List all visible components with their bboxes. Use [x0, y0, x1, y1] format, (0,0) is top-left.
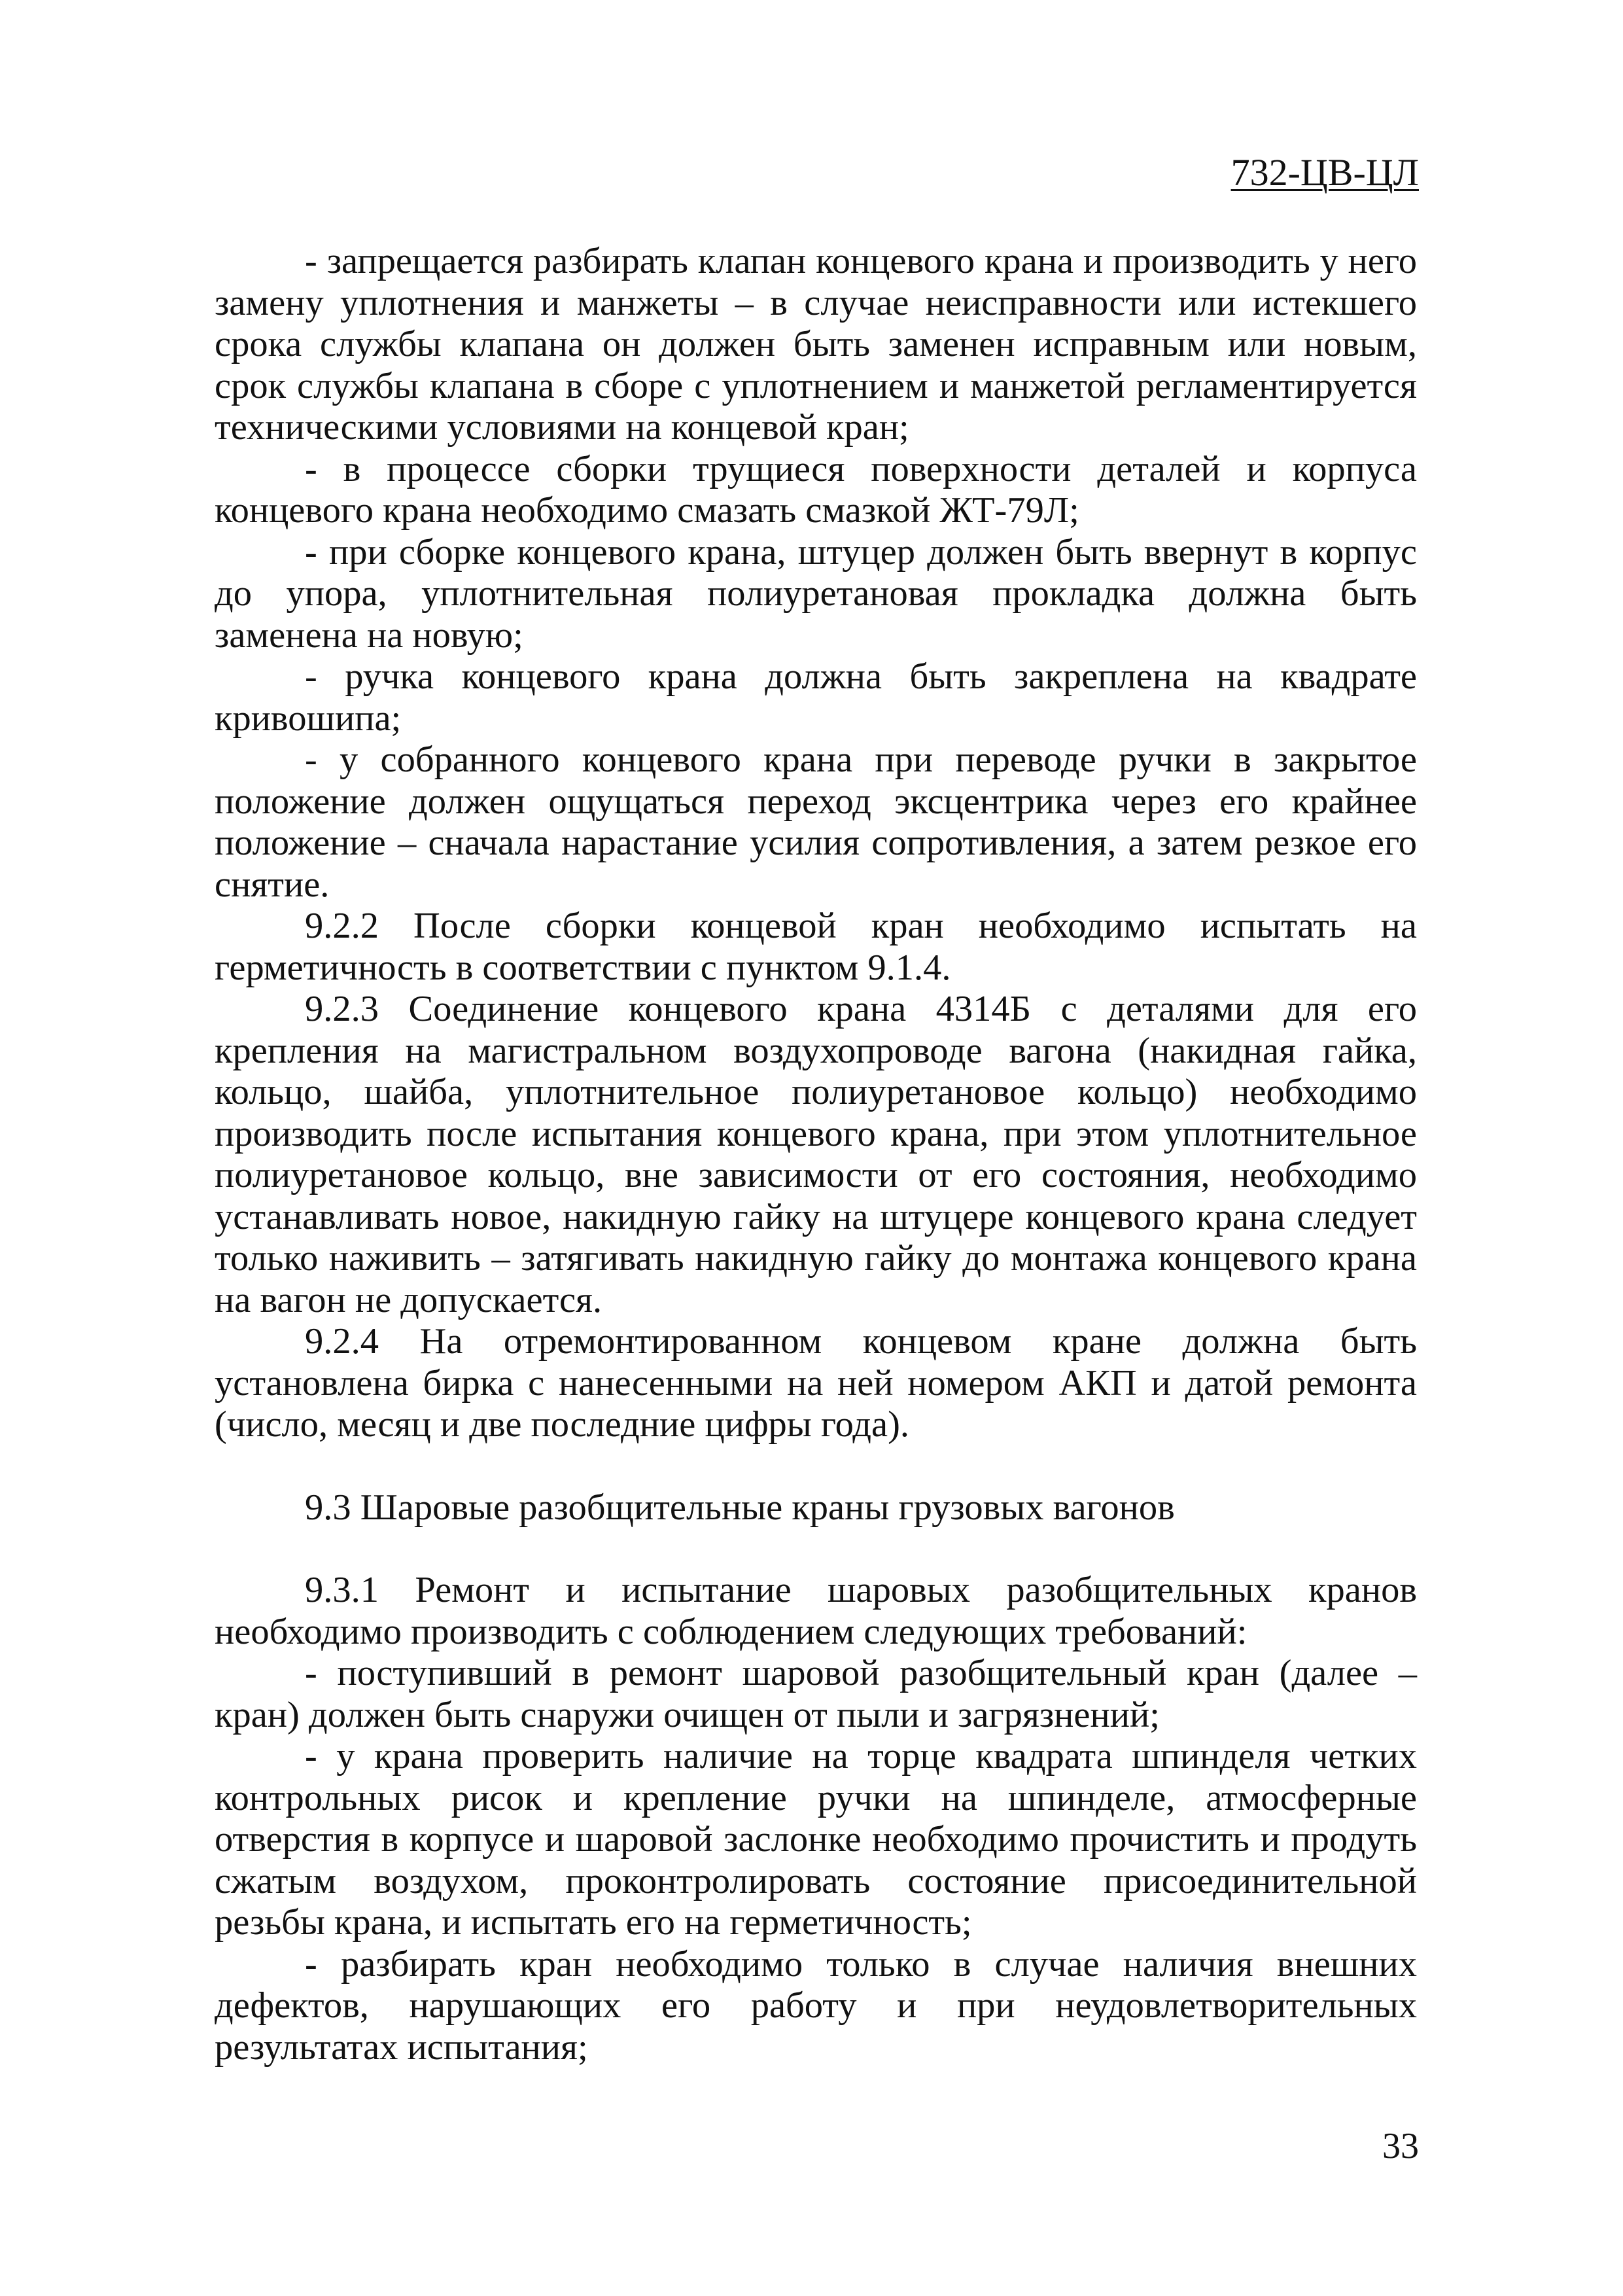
page-body: [215, 241, 1417, 2068]
paragraph-clause-9-2-2: 9.2.2 После сборки концевой кран необходимо испытать на герметичность в соответствии с пунктом 9.1.4.: [215, 906, 1417, 988]
paragraph-list-item: - разбирать кран необходимо только в случае наличия внешних дефектов, нарушающих его работу и при неудовлетворительных результатах испытания;: [215, 1943, 1417, 2068]
paragraph-clause-9-3-1: 9.3.1 Ремонт и испытание шаровых разобщительных кранов необходимо производить с соблюдением следующих требований:: [215, 1570, 1417, 1652]
paragraph-list-item: - у собранного концевого крана при переводе ручки в закрытое положение должен ощущаться переход эксцентрика через его крайнее положение – сначала нарастание усилия сопротивления, а затем резкое его снятие.: [215, 739, 1417, 905]
paragraph-clause-9-2-3: 9.2.3 Соединение концевого крана 4314Б с деталями для его крепления на магистральном воздухопроводе вагона (накидная гайка, кольцо, шайба, уплотнительное полиуретановое кольцо) необходимо производить после испытания концевого крана, при этом уплотнительное полиуретановое кольцо, вне зависимости от его состояния, необходимо устанавливать новое, накидную гайку на штуцере концевого крана следует только наживить – затягивать накидную гайку до монтажа концевого крана на вагон не допускается.: [215, 989, 1417, 1320]
page-number: 33: [1382, 2126, 1419, 2166]
paragraph-list-item: - поступивший в ремонт шаровой разобщительный кран (далее – кран) должен быть снаружи очищен от пыли и загрязнений;: [215, 1653, 1417, 1735]
paragraph-list-item: - в процессе сборки трущиеся поверхности деталей и корпуса концевого крана необходимо смазать смазкой ЖТ-79Л;: [215, 448, 1417, 531]
section-heading-9-3: 9.3 Шаровые разобщительные краны грузовых вагонов: [305, 1487, 1175, 1528]
paragraph-clause-9-2-4: 9.2.4 На отремонтированном концевом кране должна быть установлена бирка с нанесенными на ней номером АКП и датой ремонта (число, месяц и две последние цифры года).: [215, 1321, 1417, 1445]
paragraph-list-item: - при сборке концевого крана, штуцер должен быть ввернут в корпус до упора, уплотнительная полиуретановая прокладка должна быть заменена на новую;: [215, 531, 1417, 656]
paragraph-list-item: - ручка концевого крана должна быть закреплена на квадрате кривошипа;: [215, 656, 1417, 739]
paragraph-list-item: - запрещается разбирать клапан концевого крана и производить у него замену уплотнения и манжеты – в случае неисправности или истекшего срока службы клапана он должен быть заменен исправным или новым, срок службы клапана в сборе с уплотнением и манжетой регламентируется техническими условиями на концевой кран;: [215, 241, 1417, 448]
paragraph-list-item: - у крана проверить наличие на торце квадрата шпинделя четких контрольных рисок и крепление ручки на шпинделе, атмосферные отверстия в корпусе и шаровой заслонке необходимо прочистить и продуть сжатым воздухом, проконтролировать состояние присоединительной резьбы крана, и испытать его на герметичность;: [215, 1736, 1417, 1943]
document-code: 732-ЦВ-ЦЛ: [1230, 151, 1419, 194]
